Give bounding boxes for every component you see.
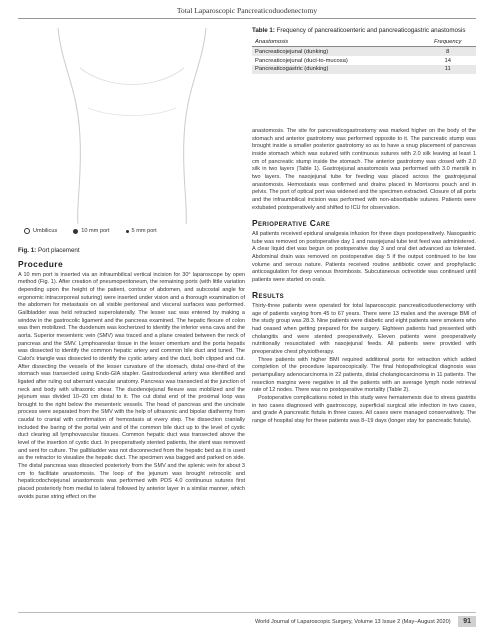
table-header: Anastomosis xyxy=(252,38,419,47)
header-divider xyxy=(18,18,476,19)
figure-caption xyxy=(18,247,80,254)
legend-label: Umbilicus xyxy=(33,228,58,234)
port-5mm-marker-icon xyxy=(126,230,129,233)
page-footer xyxy=(0,616,476,627)
body-paragraph: A 10 mm port is inserted via an infraumbilical vertical incision for 30° laparoscope by open method (Fig. 1). After creation of pneumoperitoneum, the remaining ports (with little variation depending upon the height of the patient, contour of abdomen, and subcostal angle for ergonomic intracorporeal suturing) were inserted under vision and a thorough examination of the abdomen for metastasis on all visible peritoneal and visceral surfaces was performed. Gallbladder was held retracted superolaterally. The lesser sac was entered by making a window in the gastrocolic ligament and the pancreas examined. The hepatic flexure of colon was then mobilized. The duodenum was kocherized to identify the inferior vena cava and the aorta. Superior mesenteric vein (SMV) was traced and a plane created between the neck of pancreas and the SMV. Lymphoareolar tissue in the lesser omentum and the porta hepatis was dissected to identify the common hepatic artery and common bile duct and tuned. The Calot's triangle was dissected to identify the cystic artery and the duct, both clipped and cut. After dissecting the vessels of the lesser curvature of the stomach, distal one-third of the stomach was transected using Endo-GIA stapler. Gastroduodenal artery was identified and ligated after ruling out aberrant vascular anatomy. Pancreas was transected at the junction of neck and body with ultrasonic shear. The duodenojejunal flexure was mobilized and the jejunum was divided 10–20 cm distal to it. The cut distal end of the proximal loop was brought to the right below the mesenteric vessels. The head of pancreas and the uncinate process were separated from the SMV with the help of ultrasonic and bipolar diathermy from caudal to cranial with confirmation of hemostasis at every step. The dissection cranially included the baring of the portal vein and of the common bile duct up to the level of cystic duct clearing all lymphovascular tissues. Common hepatic duct was transected above the level of the insertion of cystic duct. In preoperatively stented patients, the stent was removed and sent for culture. The gallbladder was not disconnected from the hepatic bed as it is used as the retractor to visualize the hepatic duct. The specimen was bagged and parked on side. The distal pancreas was dissected posteriorly from the SMV and the splenic vein for about 3 cm to facilitate anastomosis. The loop of the jejunum was brought retrocolic and hepaticodochojejunal anastomosis was performed with PDS 4.0 continuous sutures first placed posteriorly from medial to lateral followed by anterior layer in a similar manner, which avoids purse string effect on the xyxy=(18,271,245,500)
section-heading-procedure: Procedure xyxy=(18,259,64,269)
body-paragraph: Thirty-three patients were operated for total laparoscopic pancreaticoduodenectomy with age of patients varying from 45 to 67 years. There were 13 males and the average BMI of the study group was 28.3. Nine patients were diabetic and eight patients were smokers who had ceased when getting prepared for the surgery. Eighteen patients had presented with cholangitis and were stented preoperatively. Eleven patients were preoperatively nutritionally resuscitated with nasojejunal feeds. All patients were provided with preoperative chest physiotherapy. xyxy=(252,303,476,356)
table-caption xyxy=(252,27,476,35)
figure-caption-label: Fig. 1: xyxy=(18,247,37,254)
table-1 xyxy=(252,27,476,74)
table-header-row xyxy=(252,38,476,47)
figure-legend xyxy=(24,228,157,234)
table-cell: 11 xyxy=(419,65,476,74)
port-10mm-marker-icon xyxy=(73,229,78,234)
body-paragraph: All patients received epidural analgesia infusion for three days postoperatively. Nasogastric tube was removed on postoperative day 1 and nasojejunal tube test feed was administered. A clear liquid diet was begun on postoperative day 3 and oral diet advanced as tolerated. Abdominal drain was removed on postoperative day 5 if the output continued to be low volume and serous nature. Patients received routine antibiotic cover and prophylactic anticoagulation for deep venous thrombosis. Subcutaneous octreotide was continued until patients were started on orals. xyxy=(252,230,476,283)
journal-citation: World Journal of Laparoscopic Surgery, Volume 13 Issue 2 (May–August 2020) xyxy=(254,619,451,625)
legend-label: 10 mm port xyxy=(81,228,110,234)
body-paragraph: Three patients with higher BMI required additional ports for retraction which added completion of the procedure laparoscopically. The final histopathological diagnosis was periampullary adenocarcinoma in 22 patients, distal cholangiocarcinoma in 11 patients. The resection margins were negative in all the patients with an average lymph node retrieval rate of 12 nodes. There was no postoperative mortality (Table 2). xyxy=(252,356,476,394)
footer-divider xyxy=(18,612,476,613)
table-row xyxy=(252,56,476,65)
legend-item-umbilicus xyxy=(24,228,57,234)
legend-label: 5 mm port xyxy=(131,228,157,234)
port-placement-illustration xyxy=(18,28,246,224)
running-head: Total Laparoscopic Pancreaticoduodenectomy xyxy=(176,6,318,15)
page-number: 91 xyxy=(458,616,476,627)
right-column xyxy=(252,128,476,426)
section-heading-results: Results xyxy=(252,290,285,301)
body-paragraph: anastomosis. The site for pancreaticogastrostomy was marked higher on the body of the stomach and anterior gastrotomy was performed opposite to it. The pancreatic stump was brought inside a smaller posterior gastrotomy so as to have a snug placement of pancreas inside stomach which was sutured with continuous sutures with 2.0 silk leaving at least 1 cm of pancreatic stump inside the stomach. The anterior gastrotomy was closed with 2.0 silk in two layers (Table 1). Gastrojejunal anastomosis was performed with 3.0 mersilk in two layers. The nasojejunal tube for feeding was placed across the gastrojejunal anastomosis. Hemostasis was confirmed and drains placed in Morrisons pouch and in pelvis. The port of optical port was widened and the specimen extracted. Closure of all ports and the infraumbilical incision was performed with non-absorbable sutures. Patients were extubated postoperatively and shifted to ICU for observation. xyxy=(252,128,477,211)
table-cell: 8 xyxy=(419,47,476,56)
table-caption-label: Table 1: xyxy=(252,27,275,34)
umbilicus-marker-icon xyxy=(24,228,30,234)
table-row xyxy=(252,47,476,56)
figure-caption-text: Port placement xyxy=(37,247,80,254)
legend-item-5mm-port xyxy=(126,228,157,234)
body-paragraph: Postoperative complications noted in this study were hematemesis due to stress gastritis in two cases diagnosed with gastroscopy, superficial surgical site infection in two cases, and grade A pancreatic fistula in three cases. All cases were managed conservatively. The range of hospital stay for these patients was 8–19 days (longer stay for pancreatic fistula). xyxy=(252,395,476,424)
section-heading-perioperative-care: Perioperative Care xyxy=(252,218,331,229)
table-cell: 14 xyxy=(444,57,451,64)
table-cell: Pancreaticogastric (dunking) xyxy=(252,65,419,74)
table-header: Frequency xyxy=(419,38,476,47)
table-row xyxy=(252,65,476,74)
table-caption-text: Frequency of pancreaticoenteric and pancreaticogastric anastomosis xyxy=(276,27,466,34)
left-column xyxy=(18,258,245,501)
table-cell: Pancreaticojejunal (dunking) xyxy=(252,47,419,56)
table-cell: Pancreaticojejunal (duct-to-mucosa) xyxy=(255,57,348,64)
port-placement-figure xyxy=(18,28,246,238)
anastomosis-table xyxy=(252,38,476,74)
legend-item-10mm-port xyxy=(73,228,109,234)
